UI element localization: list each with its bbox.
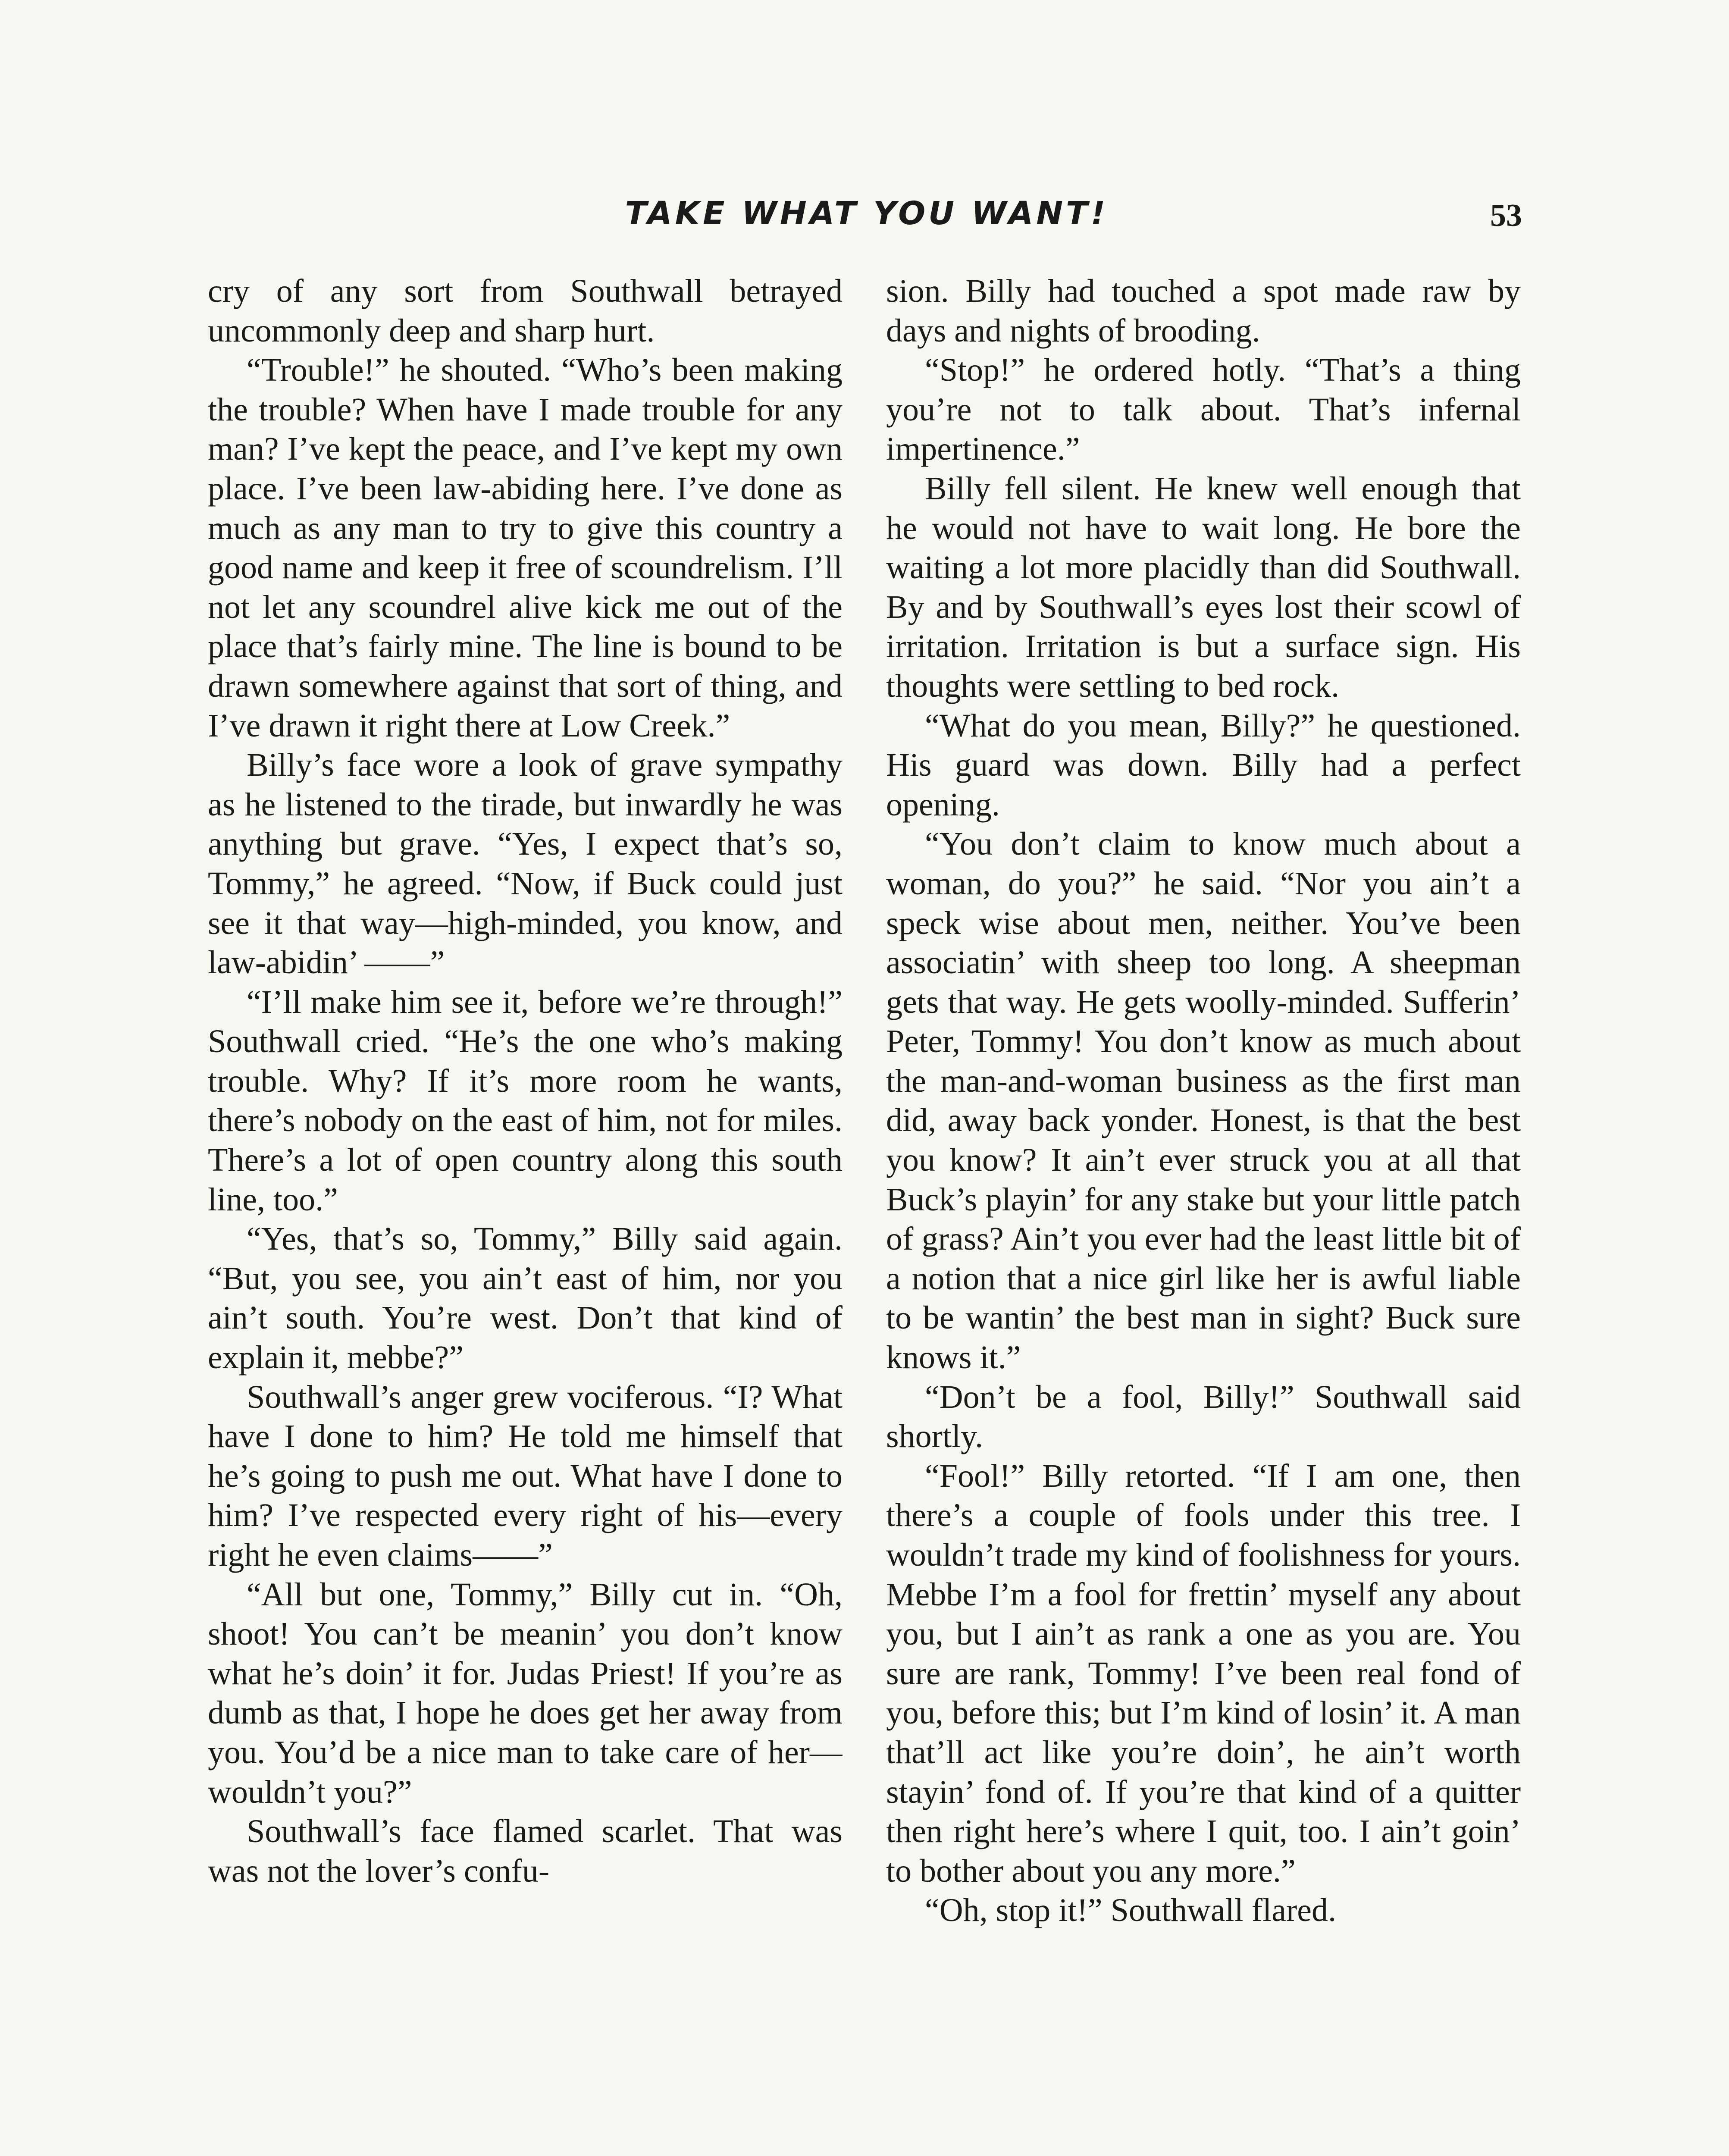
paragraph: “Stop!” he ordered hotly. “That’s a thing you’re not to talk about. That’s infernal impertinence.” xyxy=(886,352,1521,467)
paragraph: “What do you mean, Billy?” he questioned. His guard was down. Billy had a perfect opening. xyxy=(886,707,1521,823)
paragraph: “Trouble!” he shouted. “Who’s been making the trouble? When have I made trouble for any man? I’ve kept the peace, and I’ve kept my own place. I’ve been law-abiding here. I’ve done as much as any man to try to give this country a good name and keep it free of scoundrelism. I’ll not let any scoundrel alive kick me out of the place that’s fairly mine. The line is bound to be drawn somewhere against that sort of thing, and I’ve drawn it right there at Low Creek.” xyxy=(208,352,843,744)
paragraph: Billy fell silent. He knew well enough that he would not have to wait long. He bore the waiting a lot more placidly than did Southwall. By and by Southwall’s eyes lost their scowl of irritation. Irritation is but a surface sign. His thoughts were settling to bed rock. xyxy=(886,470,1521,704)
paragraph: Billy’s face wore a look of grave sympathy as he listened to the tirade, but inwardly he was anything but grave. “Yes, I expect that’s so, Tommy,” he agreed. “Now, if Buck could just see it that way—high-minded, you know, and law-abidin’ ——” xyxy=(208,747,843,981)
paragraph: Southwall’s anger grew vociferous. “I? What have I done to him? He told me himself that he’s going to push me out. What have I done to him? I’ve respected every right of his—every right he even claims——” xyxy=(208,1379,843,1573)
paragraph: “Don’t be a fool, Billy!” Southwall said shortly. xyxy=(886,1379,1521,1455)
right-column xyxy=(886,272,1521,2156)
paragraph: “You don’t claim to know much about a woman, do you?” he said. “Nor you ain’t a speck wise about men, neither. You’ve been associatin’ with sheep too long. A sheepman gets that way. He gets woolly-minded. Sufferin’ Peter, Tommy! You don’t know as much about the man-and-woman business as the first man did, away back yonder. Honest, is that the best you know? It ain’t ever struck you at all that Buck’s playin’ for any stake but your little patch of grass? Ain’t you ever had the least little bit of a notion that a nice girl like her is awful liable to be wantin’ the best man in sight? Buck sure knows it.” xyxy=(886,826,1521,1376)
paragraph: “I’ll make him see it, before we’re through!” Southwall cried. “He’s the one who’s making trouble. Why? If it’s more room he wants, there’s nobody on the east of him, not for miles. There’s a lot of open country along this south line, too.” xyxy=(208,984,843,1218)
paragraph: sion. Billy had touched a spot made raw by days and nights of brooding. xyxy=(886,273,1521,349)
paragraph: cry of any sort from Southwall betrayed uncommonly deep and sharp hurt. xyxy=(208,273,843,349)
page-header xyxy=(211,195,1522,242)
page-number: 53 xyxy=(1490,198,1522,233)
paragraph: “Yes, that’s so, Tommy,” Billy said again. “But, you see, you ain’t east of him, nor you ain’t south. You’re west. Don’t that kind of explain it, mebbe?” xyxy=(208,1221,843,1376)
left-column xyxy=(208,272,843,2156)
running-title: TAKE WHAT YOU WANT! xyxy=(625,195,1109,232)
paragraph: “Fool!” Billy retorted. “If I am one, then there’s a couple of fools under this tree. I wouldn’t trade my kind of foolishness for yours. Mebbe I’m a fool for frettin’ myself any about you, but I ain’t as rank a one as you are. You sure are rank, Tommy! I’ve been real fond of you, before this; but I’m kind of losin’ it. A man that’ll act like you’re doin’, he ain’t worth stayin’ fond of. If you’re that kind of a quitter then right here’s where I quit, too. I ain’t goin’ to bother about you any more.” xyxy=(886,1457,1521,1889)
paragraph: Southwall’s face flamed scarlet. That was was not the lover’s confu- xyxy=(208,1813,843,1889)
paragraph: “All but one, Tommy,” Billy cut in. “Oh, shoot! You can’t be meanin’ you don’t know what he’s doin’ it for. Judas Priest! If you’re as dumb as that, I hope he does get her away from you. You’d be a nice man to take care of her—wouldn’t you?” xyxy=(208,1576,843,1810)
paragraph: “Oh, stop it!” Southwall flared. xyxy=(925,1892,1337,1929)
